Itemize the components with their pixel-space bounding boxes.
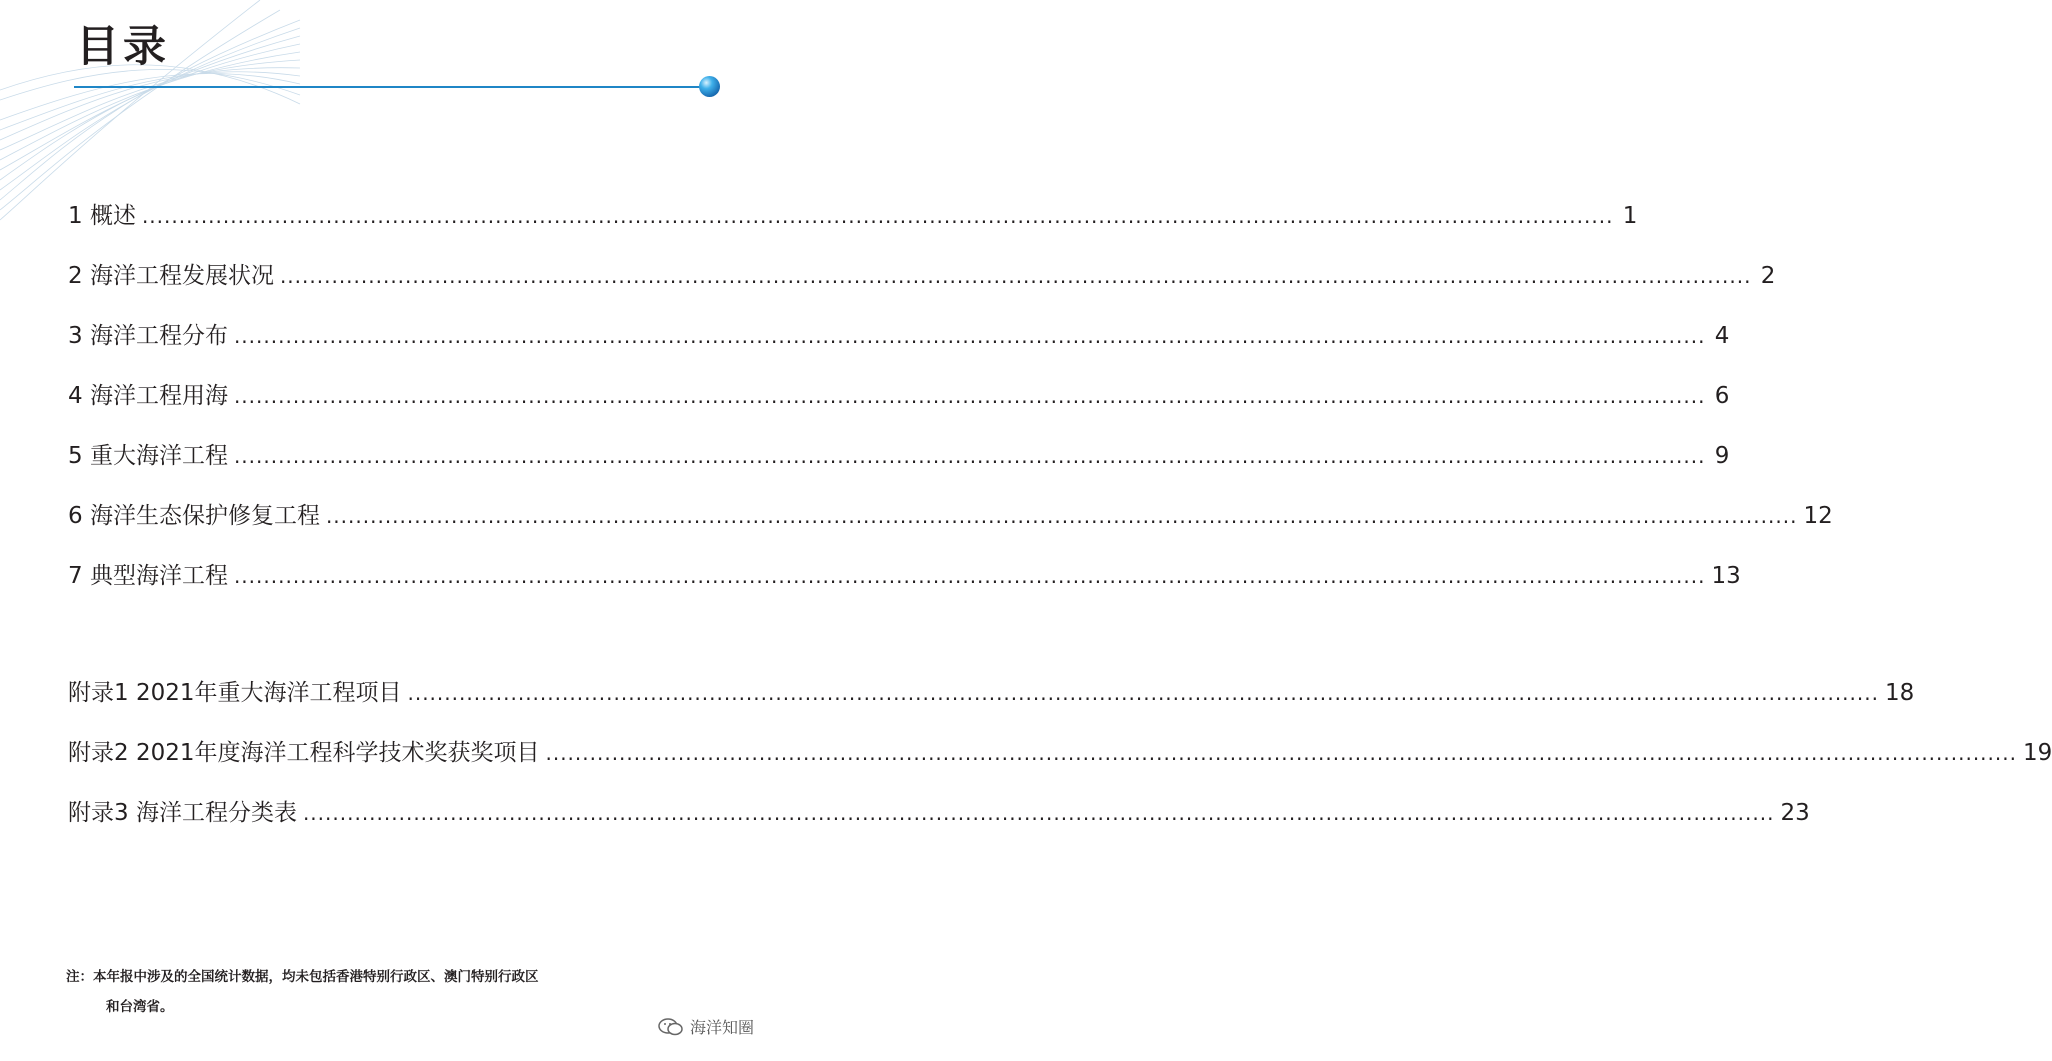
appendix-entry[interactable]	[68, 794, 1810, 854]
toc-entry[interactable]	[68, 557, 1741, 617]
toc-page-number: 19	[2022, 740, 2052, 766]
toc-entry-title: 6 海洋生态保护修复工程	[68, 503, 320, 529]
toc-page-number: 6	[1714, 383, 1730, 409]
toc-entry[interactable]	[68, 377, 1730, 437]
toc-entry[interactable]	[68, 317, 1730, 377]
watermark-text: 海洋知圈	[689, 1018, 754, 1037]
toc-appendix-list	[68, 674, 2052, 854]
dot-leader: ........................................................................................................................................................................................................	[545, 741, 2017, 765]
toc-page-number: 18	[1884, 680, 1915, 706]
dot-leader: ........................................................................................................................................................................................................	[233, 444, 1706, 468]
toc-page-number: 13	[1711, 563, 1741, 589]
appendix-entry[interactable]	[68, 734, 2052, 794]
footnote	[66, 962, 736, 1022]
toc-entry-title: 3 海洋工程分布	[68, 323, 228, 349]
dot-leader: ........................................................................................................................................................................................................	[233, 324, 1706, 348]
dot-leader: ........................................................................................................................................................................................................	[407, 681, 1879, 705]
dot-leader: ........................................................................................................................................................................................................	[279, 264, 1752, 288]
dot-leader: ........................................................................................................................................................................................................	[325, 504, 1798, 528]
blue-sphere-ornament	[699, 76, 720, 97]
footnote-line-2: 和台湾省。	[106, 999, 174, 1015]
toc-entry[interactable]	[68, 497, 1833, 557]
footnote-line-1: 注：本年报中涉及的全国统计数据，均未包括香港特别行政区、澳门特别行政区	[66, 969, 539, 985]
toc-page-number: 4	[1714, 323, 1730, 349]
toc-entry-title: 附录3 海洋工程分类表	[68, 800, 297, 826]
toc-entry[interactable]	[68, 437, 1730, 497]
toc-entry-title: 附录2 2021年度海洋工程科学技术奖获奖项目	[68, 740, 540, 766]
toc-entry[interactable]	[68, 197, 1638, 257]
toc-page-number: 12	[1803, 503, 1833, 529]
dot-leader: ........................................................................................................................................................................................................	[141, 204, 1614, 228]
toc-entry-title: 4 海洋工程用海	[68, 383, 228, 409]
toc-entry[interactable]	[68, 257, 1776, 317]
toc-page-number: 23	[1780, 800, 1810, 826]
toc-entry-title: 2 海洋工程发展状况	[68, 263, 274, 289]
toc-entry-title: 附录1 2021年重大海洋工程项目	[68, 680, 402, 706]
toc-page-number: 2	[1760, 263, 1776, 289]
toc-page-number: 9	[1714, 443, 1730, 469]
dot-leader: ........................................................................................................................................................................................................	[302, 801, 1775, 825]
toc-main-list	[68, 197, 1833, 617]
appendix-entry[interactable]	[68, 674, 1915, 734]
dot-leader: ........................................................................................................................................................................................................	[233, 564, 1706, 588]
watermark	[658, 1015, 754, 1038]
title-underline	[74, 86, 706, 88]
dot-leader: ........................................................................................................................................................................................................	[233, 384, 1706, 408]
wechat-icon	[658, 1017, 684, 1037]
toc-entry-title: 1 概述	[68, 203, 136, 229]
toc-entry-title: 5 重大海洋工程	[68, 443, 228, 469]
toc-entry-title: 7 典型海洋工程	[68, 563, 228, 589]
toc-page-number: 1	[1622, 203, 1638, 229]
page-title: 目录	[76, 22, 170, 72]
